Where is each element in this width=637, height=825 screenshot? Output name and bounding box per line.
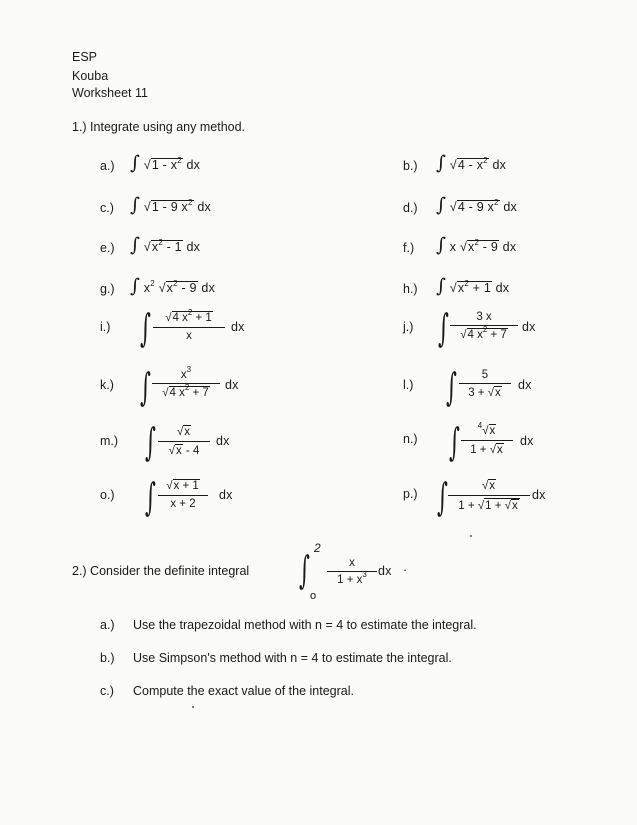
item-m-integral-sign: ∫ (145, 420, 156, 464)
item-l-label: l.) (403, 378, 414, 392)
item-p-label: p.) (403, 487, 418, 501)
definite-integral-dx: dx (378, 564, 392, 578)
item-l-dx: dx (518, 378, 532, 392)
question-2-prompt: 2.) Consider the definite integral (72, 564, 250, 578)
scan-speck (470, 535, 472, 537)
item-k-dx: dx (225, 378, 239, 392)
item-b-label: b.) (403, 159, 418, 173)
item-i-dx: dx (231, 320, 245, 334)
item-d-expression: ∫ √4 - 9 $x^2$ dx (436, 194, 517, 216)
item-b-expression: ∫ $√4 - x^2$ dx (436, 152, 507, 174)
part-a-label: a.) (100, 618, 115, 632)
item-o-label: o.) (100, 488, 115, 502)
item-j-dx: dx (522, 320, 536, 334)
item-n-fraction: $^4$√x 1 + √x (461, 424, 513, 457)
part-a-text: Use the trapezoidal method with n = 4 to estimate the integral. (133, 618, 477, 632)
item-i-label: i.) (100, 320, 111, 334)
item-l-integral-sign: ∫ (446, 365, 457, 409)
item-o-fraction: √x + 1 x + 2 (158, 479, 208, 510)
item-p-dx: dx (532, 488, 546, 502)
part-b-text: Use Simpson's method with n = 4 to estimate the integral. (133, 651, 452, 665)
definite-integral-period: · (403, 563, 408, 577)
item-j-label: j.) (403, 320, 414, 334)
item-k-integral-sign: ∫ (140, 365, 151, 409)
item-f-expression: ∫ x $√x^2 - 9$ dx (436, 234, 517, 256)
item-c-expression: ∫ √1 - 9 $x^2$ dx (130, 194, 211, 216)
part-b-label: b.) (100, 651, 115, 665)
item-m-label: m.) (100, 434, 119, 448)
item-e-label: e.) (100, 241, 115, 255)
item-p-fraction: √x 1 + √1 + √x (448, 479, 530, 513)
item-m-dx: dx (216, 434, 230, 448)
definite-integral-sign: ∫ (299, 548, 310, 592)
item-n-dx: dx (520, 434, 534, 448)
item-j-integral-sign: ∫ (438, 306, 449, 350)
item-i-fraction: √4 $x^2 + 1$ x (153, 311, 225, 342)
upper-limit: 2 (314, 541, 321, 555)
part-c-text: Compute the exact value of the integral. (133, 684, 354, 698)
item-o-dx: dx (219, 488, 233, 502)
part-c-label: c.) (100, 684, 114, 698)
item-m-fraction: √x √x - 4 (158, 425, 210, 458)
lower-limit: o (310, 590, 317, 602)
item-g-expression: ∫ $x^2$ $√x^2 - 9$ dx (130, 275, 215, 297)
item-l-fraction: 5 3 + √x (459, 369, 511, 400)
item-a-label: a.) (100, 159, 115, 173)
instructor-name: Kouba (72, 69, 109, 83)
scan-speck (192, 706, 194, 708)
definite-integral-fraction: x $1 + x^3$ (327, 557, 377, 586)
item-k-fraction: $x^3$ √4 $x^2 + 7$ (152, 369, 220, 400)
worksheet-title: Worksheet 11 (72, 86, 148, 100)
item-f-label: f.) (403, 241, 415, 255)
item-n-integral-sign: ∫ (449, 420, 460, 464)
item-h-expression: ∫ $√x^2 + 1$ dx (436, 275, 510, 297)
item-g-label: g.) (100, 282, 115, 296)
item-d-label: d.) (403, 201, 418, 215)
item-p-integral-sign: ∫ (437, 475, 448, 519)
item-k-label: k.) (100, 378, 114, 392)
item-c-label: c.) (100, 201, 114, 215)
item-i-integral-sign: ∫ (140, 306, 151, 350)
item-j-fraction: 3 x √4 $x^2 + 7$ (450, 311, 518, 342)
item-h-label: h.) (403, 282, 418, 296)
item-a-expression: ∫ $√1 - x^2$ dx (130, 152, 201, 174)
item-n-label: n.) (403, 432, 418, 446)
course-name: ESP (72, 50, 98, 64)
item-e-expression: ∫ $√x^2 - 1$ dx (130, 234, 201, 256)
question-1-prompt: 1.) Integrate using any method. (72, 120, 246, 134)
item-o-integral-sign: ∫ (145, 475, 156, 519)
